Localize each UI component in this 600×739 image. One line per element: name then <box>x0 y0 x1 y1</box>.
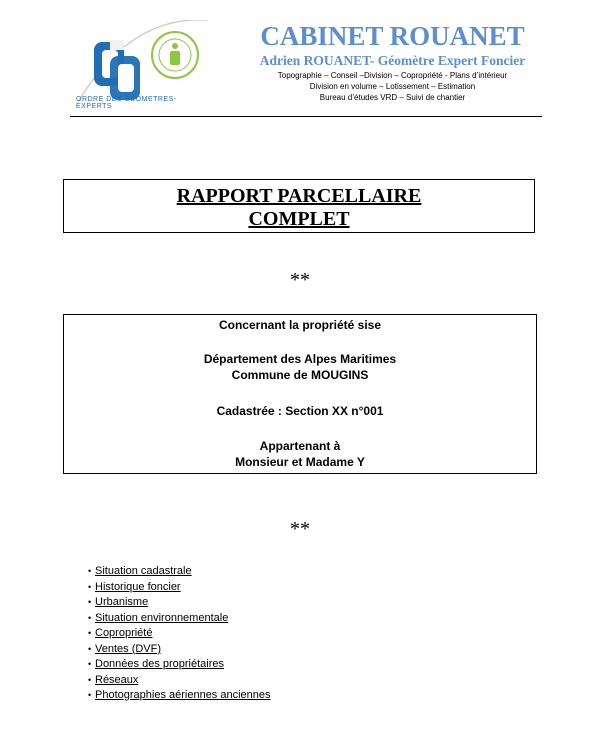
services-line: Division en volume – Lotissement – Estimation <box>309 82 476 91</box>
property-cadastre: Cadastrée : Section XX n°001 <box>216 404 384 418</box>
report-subtitle: COMPLET <box>248 208 350 230</box>
bullet-icon: • <box>88 581 92 592</box>
report-title: RAPPORT PARCELLAIRE <box>176 185 422 207</box>
services-line: Topographie – Conseil –Division – Copropriété - Plans d’intérieur <box>277 71 508 80</box>
list-item <box>88 657 271 673</box>
list-item <box>88 642 271 658</box>
firm-owner: Adrien ROUANET- Géomètre Expert Foncier <box>259 53 526 68</box>
property-commune: Commune de MOUGINS <box>231 368 369 382</box>
services-line: Bureau d’études VRD – Suivi de chantier <box>319 93 466 102</box>
contents-link[interactable]: Ventes (DVF) <box>95 642 162 655</box>
separator: ** <box>290 269 310 291</box>
owner-intro: Appartenant à <box>259 439 341 453</box>
list-item <box>88 564 271 580</box>
contents-link[interactable]: Copropriété <box>95 627 153 639</box>
bullet-icon: • <box>88 612 92 623</box>
bullet-icon: • <box>88 674 92 685</box>
contents-link[interactable]: Données des propriétaires <box>95 658 225 670</box>
contents-link[interactable]: Photographies aériennes anciennes <box>95 689 271 701</box>
list-item <box>88 673 271 689</box>
bullet-icon: • <box>88 566 92 576</box>
seal-icon <box>150 30 200 80</box>
contents-link[interactable]: Réseaux <box>95 673 139 686</box>
list-item <box>88 595 271 611</box>
bullet-icon: • <box>88 690 92 700</box>
separator: ** <box>290 518 310 540</box>
bullet-icon: • <box>88 628 92 638</box>
list-item <box>88 580 271 596</box>
firm-name: CABINET ROUANET <box>260 21 525 51</box>
report-title-box <box>63 179 535 233</box>
list-item <box>88 626 271 642</box>
owner-name: Monsieur et Madame Y <box>235 455 365 469</box>
contents-link[interactable]: Historique foncier <box>95 580 181 593</box>
list-item <box>88 688 271 704</box>
list-item <box>88 611 271 627</box>
property-department: Département des Alpes Maritimes <box>203 352 397 366</box>
bullet-icon: • <box>88 597 92 607</box>
contents-link[interactable]: Situation cadastrale <box>95 565 192 577</box>
contents-list <box>88 564 271 704</box>
contents-link[interactable]: Situation environnementale <box>95 611 229 624</box>
property-box <box>63 314 537 474</box>
header-divider <box>70 116 542 117</box>
bullet-icon: • <box>88 643 92 654</box>
contents-link[interactable]: Urbanisme <box>95 596 149 608</box>
property-intro: Concernant la propriété sise <box>218 318 382 332</box>
logo-label: ORDRE DES GEOMETRES-EXPERTS <box>76 96 177 110</box>
bullet-icon: • <box>88 659 92 669</box>
